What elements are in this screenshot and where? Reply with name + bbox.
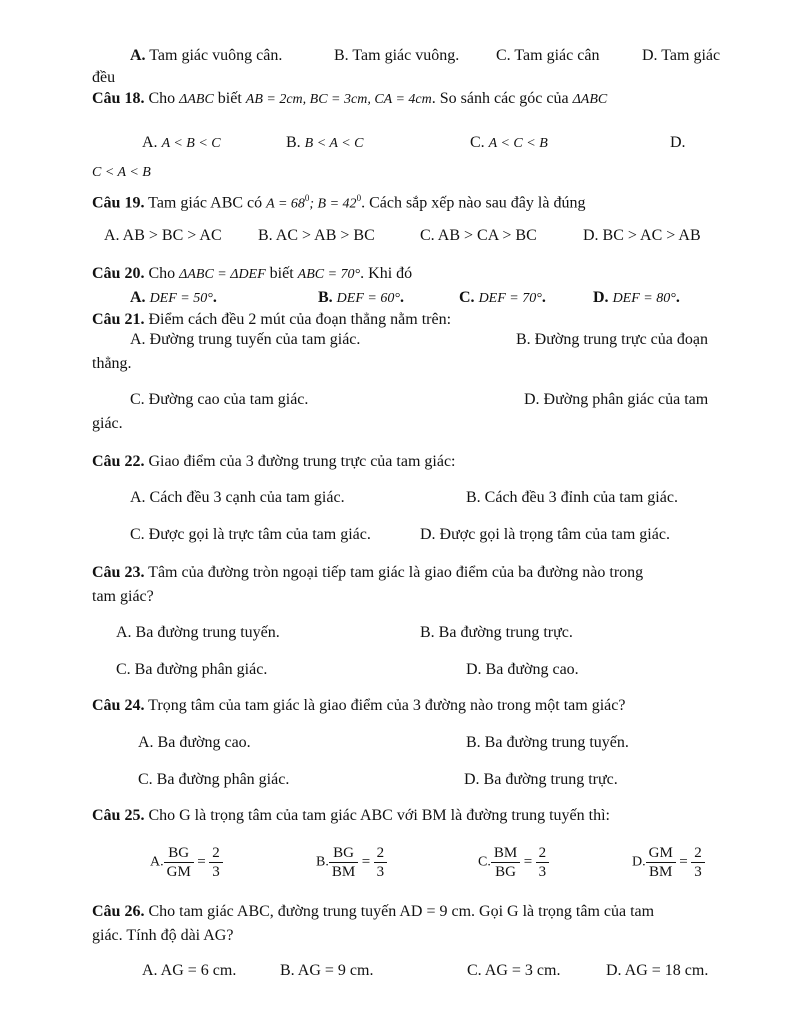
q21-option-a: A. Đường trung tuyến của tam giác. (130, 331, 361, 348)
q22-option-a: A. Cách đều 3 cạnh của tam giác. (130, 489, 345, 506)
q24-option-c: C. Ba đường phân giác. (138, 771, 290, 788)
q18-option-b: B. B < A < C (286, 134, 364, 151)
q18-option-c: C. A < C < B (470, 134, 548, 151)
q17-option-d: D. Tam giác (642, 47, 721, 64)
q18-option-d-expr: C < A < B (92, 165, 151, 180)
q21-question: Câu 21. Điểm cách đều 2 mút của đoạn thẳng nằm trên: (92, 311, 452, 328)
q19-question: Câu 19. Tam giác ABC có $A = 68^0$; $B = 42^0$. Cách sắp xếp nào sau đây là đúng (92, 193, 586, 212)
q21-option-b-cont: thẳng. (92, 355, 132, 372)
q22-option-b: B. Cách đều 3 đỉnh của tam giác. (466, 489, 678, 506)
q21-option-d-cont: giác. (92, 415, 123, 432)
q24-option-d: D. Ba đường trung trực. (464, 771, 618, 788)
q23-option-b: B. Ba đường trung trực. (420, 624, 573, 641)
q23-option-d: D. Ba đường cao. (466, 661, 579, 678)
q22-question: Câu 22. Giao điểm của 3 đường trung trực của tam giác: (92, 453, 456, 470)
q20-option-c: C. DEF = 70°. (459, 289, 546, 306)
q18-question: Câu 18. Cho ΔABC biết AB = 2cm, BC = 3cm, CA = 4cm. So sánh các góc của ΔABC (92, 90, 608, 107)
q26-option-b: B. AG = 9 cm. (280, 962, 374, 979)
q25-question: Câu 25. Cho G là trọng tâm của tam giác ABC với BM là đường trung tuyến thì: (92, 807, 610, 824)
q19-option-b: B. AC > AB > BC (258, 227, 375, 244)
q25-option-d: D. $\frac{GM}{BM}$ = $\frac{2}{3}$ (632, 844, 705, 881)
q17-option-c: C. Tam giác cân (496, 47, 600, 64)
q25-option-c: C. $\frac{BM}{BG}$ = $\frac{2}{3}$ (478, 844, 549, 881)
q19-option-a: A. AB > BC > AC (104, 227, 222, 244)
q17-option-d-cont: đều (92, 69, 116, 86)
q22-option-d: D. Được gọi là trọng tâm của tam giác. (420, 526, 670, 543)
q24-option-a: A. Ba đường cao. (138, 734, 251, 751)
q24-question: Câu 24. Trọng tâm của tam giác là giao điểm của 3 đường nào trong một tam giác? (92, 697, 626, 714)
q26-option-c: C. AG = 3 cm. (467, 962, 561, 979)
q18-option-d: D. (670, 134, 686, 151)
q25-option-a: A. $\frac{BG}{GM}$ = $\frac{2}{3}$ (150, 844, 223, 881)
q21-option-d: D. Đường phân giác của tam (524, 391, 709, 408)
q20-option-a: A. DEF = 50°. (130, 289, 217, 306)
q20-option-d: D. DEF = 80°. (593, 289, 680, 306)
q19-option-d: D. BC > AC > AB (583, 227, 701, 244)
q24-option-b: B. Ba đường trung tuyến. (466, 734, 629, 751)
q26-question: Câu 26. Cho tam giác ABC, đường trung tuyến AD = 9 cm. Gọi G là trọng tâm của tam (92, 903, 655, 920)
q23-option-a: A. Ba đường trung tuyến. (116, 624, 280, 641)
q21-option-c: C. Đường cao của tam giác. (130, 391, 309, 408)
q26-option-d: D. AG = 18 cm. (606, 962, 709, 979)
q25-option-b: B. $\frac{BG}{BM}$ = $\frac{2}{3}$ (316, 844, 387, 881)
q26-option-a: A. AG = 6 cm. (142, 962, 237, 979)
q17-option-b: B. Tam giác vuông. (334, 47, 460, 64)
q23-question-cont: tam giác? (92, 588, 154, 605)
q18-option-a: A. A < B < C (142, 134, 221, 151)
q22-option-c: C. Được gọi là trực tâm của tam giác. (130, 526, 371, 543)
q19-option-c: C. AB > CA > BC (420, 227, 537, 244)
q23-question: Câu 23. Tâm của đường tròn ngoại tiếp tam giác là giao điểm của ba đường nào trong (92, 564, 644, 581)
q23-option-c: C. Ba đường phân giác. (116, 661, 268, 678)
q21-option-b: B. Đường trung trực của đoạn (516, 331, 708, 348)
q20-question: Câu 20. Cho ΔABC = ΔDEF biết ABC = 70°. Khi đó (92, 265, 413, 282)
q26-question-cont: giác. Tính độ dài AG? (92, 927, 234, 944)
q20-option-b: B. DEF = 60°. (318, 289, 404, 306)
q17-option-a: A. Tam giác vuông cân. (130, 47, 283, 64)
